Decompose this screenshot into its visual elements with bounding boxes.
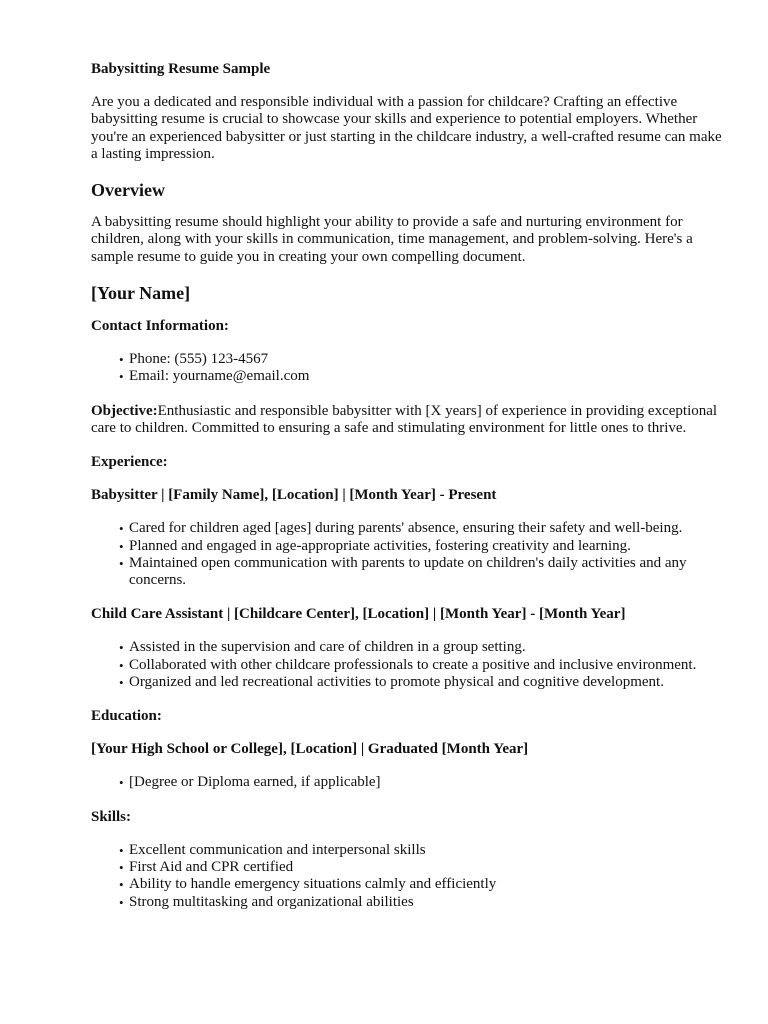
overview-heading: Overview bbox=[91, 180, 165, 201]
document-title: Babysitting Resume Sample bbox=[91, 61, 271, 77]
bullet-icon: • bbox=[119, 894, 124, 910]
contact-heading: Contact Information: bbox=[91, 318, 229, 335]
list-item bbox=[119, 774, 731, 791]
bullet-icon: • bbox=[119, 640, 124, 656]
list-item bbox=[119, 876, 731, 893]
skills-list bbox=[91, 842, 731, 911]
job-title: Babysitter | [Family Name], [Location] | [Month Year] - Present bbox=[91, 487, 497, 504]
list-item-text: Strong multitasking and organizational abilities bbox=[129, 893, 414, 910]
list-item-text: Collaborated with other childcare professionals to create a positive and inclusive environment. bbox=[129, 656, 697, 673]
objective-paragraph bbox=[91, 403, 731, 438]
list-item bbox=[119, 858, 731, 876]
list-item-text: Cared for children aged [ages] during parents' absence, ensuring their safety and well-being. bbox=[129, 520, 683, 537]
bullet-icon: • bbox=[119, 775, 124, 791]
bullet-icon: • bbox=[119, 521, 124, 537]
bullet-icon: • bbox=[119, 369, 124, 385]
objective-label: Objective: bbox=[91, 402, 158, 419]
skills-heading: Skills: bbox=[91, 808, 132, 825]
job-title: Child Care Assistant | [Childcare Center], [Location] | [Month Year] - [Month Year] bbox=[91, 606, 626, 623]
list-item bbox=[119, 841, 731, 859]
education-heading: Education: bbox=[91, 708, 162, 725]
bullet-icon: • bbox=[119, 675, 124, 691]
experience-heading: Experience: bbox=[91, 454, 168, 471]
document-page bbox=[91, 61, 731, 928]
bullet-icon: • bbox=[119, 538, 124, 554]
list-item-text: [Degree or Diploma earned, if applicable] bbox=[129, 774, 381, 791]
overview-paragraph: A babysitting resume should highlight your ability to provide a safe and nurturing environment for children, along with your skills in communication, time management, and problem-solving. Here's a sample resume to guide you in creating your own compelling document. bbox=[91, 214, 693, 265]
resume-name-heading: [Your Name] bbox=[91, 283, 191, 304]
list-item bbox=[119, 639, 731, 656]
list-item-text: Assisted in the supervision and care of children in a group setting. bbox=[129, 639, 526, 656]
list-item-text: Organized and led recreational activities to promote physical and cognitive development. bbox=[129, 674, 664, 691]
list-item bbox=[119, 554, 731, 590]
list-item bbox=[119, 674, 731, 691]
intro-paragraph: Are you a dedicated and responsible individual with a passion for childcare? Crafting an effective babysitting resume is crucial to showcase your skills and experience to potential employers. Whether you're an experienced babysitter or just starting in the childcare industry, a well-crafted resume can make a lasting impression. bbox=[91, 94, 722, 162]
list-item bbox=[119, 537, 731, 555]
list-item bbox=[119, 520, 731, 537]
list-item-text: Ability to handle emergency situations calmly and efficiently bbox=[129, 876, 497, 893]
contact-phone: Phone: (555) 123-4567 bbox=[129, 351, 269, 368]
list-item-text: Planned and engaged in age-appropriate activities, fostering creativity and learning. bbox=[129, 537, 631, 554]
objective-text: Enthusiastic and responsible babysitter with [X years] of experience in providing exceptional care to children. Committed to ensuring a safe and stimulating environment for little ones to thrive. bbox=[91, 402, 718, 436]
bullet-icon: • bbox=[119, 657, 124, 673]
education-school: [Your High School or College], [Location] | Graduated [Month Year] bbox=[91, 741, 529, 758]
job-bullets bbox=[91, 520, 731, 589]
bullet-icon: • bbox=[119, 877, 124, 893]
list-item-text: First Aid and CPR certified bbox=[129, 858, 294, 875]
education-list bbox=[91, 774, 731, 791]
contact-email: Email: yourname@email.com bbox=[129, 368, 310, 385]
bullet-icon: • bbox=[119, 555, 124, 571]
list-item bbox=[119, 656, 731, 674]
list-item-text: Maintained open communication with parents to update on children's daily activities and any concerns. bbox=[129, 554, 687, 589]
bullet-icon: • bbox=[119, 859, 124, 875]
list-item bbox=[119, 368, 731, 385]
list-item bbox=[119, 351, 731, 368]
list-item bbox=[119, 893, 731, 911]
job-bullets bbox=[91, 639, 731, 691]
list-item-text: Excellent communication and interpersonal skills bbox=[129, 841, 426, 858]
bullet-icon: • bbox=[119, 352, 124, 368]
bullet-icon: • bbox=[119, 842, 124, 858]
contact-list bbox=[91, 351, 731, 386]
